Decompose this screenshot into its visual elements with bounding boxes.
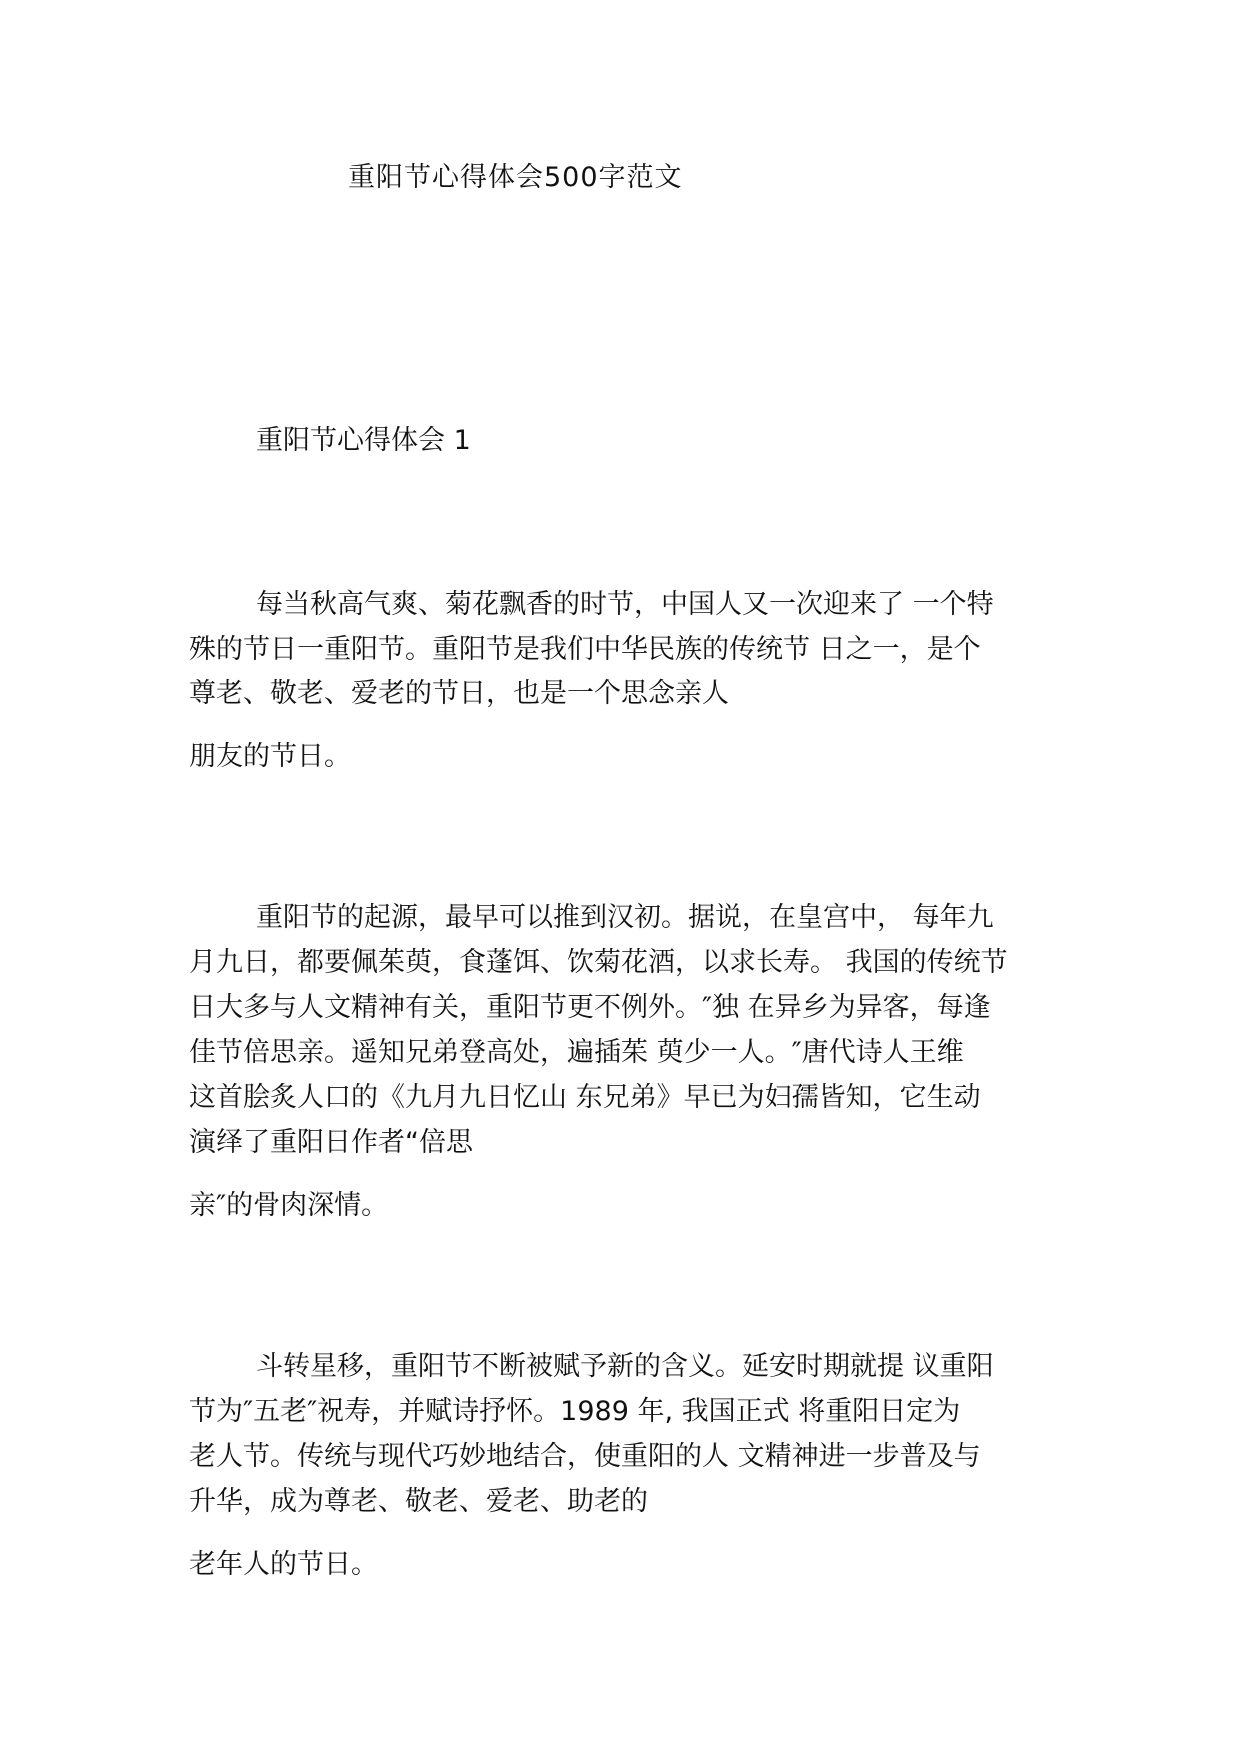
section-heading: 重阳节心得体会 1	[256, 425, 471, 456]
paragraph-1-line-4: 朋友的节日。	[189, 741, 351, 772]
paragraph-2-line-2: 月九日，都要佩茱萸，食蓬饵、饮菊花酒，以求长寿。 我国的传统节	[189, 947, 1008, 978]
paragraph-3-line-3: 老人节。传统与现代巧妙地结合，使重阳的人 文精神进一步普及与	[189, 1441, 981, 1472]
paragraph-2-line-5: 这首脍炙人口的《九月九日忆山 东兄弟》早已为妇孺皆知，它生动	[189, 1082, 981, 1113]
paragraph-2-line-1: 重阳节的起源，最早可以推到汉初。据说，在皇宫中， 每年九	[256, 902, 994, 933]
paragraph-2-line-6: 演绎了重阳日作者“倍思	[189, 1127, 473, 1158]
paragraph-1-line-3: 尊老、敬老、爱老的节日，也是一个思念亲人	[189, 678, 729, 709]
paragraph-2-line-7: 亲″的骨肉深情。	[189, 1190, 389, 1221]
paragraph-1-line-1: 每当秋高气爽、菊花飘香的时节，中国人又一次迎来了 一个特	[256, 589, 994, 620]
paragraph-3-line-5: 老年人的节日。	[189, 1549, 378, 1580]
paragraph-2-line-4: 佳节倍思亲。遥知兄弟登高处，遍插茱 萸少一人。″唐代诗人王维	[189, 1037, 964, 1068]
paragraph-3-line-4: 升华，成为尊老、敬老、爱老、助老的	[189, 1486, 648, 1517]
paragraph-3-line-1: 斗转星移，重阳节不断被赋予新的含义。延安时期就提 议重阳	[256, 1351, 994, 1382]
document-title: 重阳节心得体会500字范文	[348, 162, 683, 193]
paragraph-1-line-2: 殊的节日一重阳节。重阳节是我们中华民族的传统节 日之一，是个	[189, 634, 981, 665]
paragraph-3-line-2: 节为″五老″祝寿，并赋诗抒怀。1989 年, 我国正式 将重阳日定为	[189, 1396, 961, 1427]
paragraph-2-line-3: 日大多与人文精神有关，重阳节更不例外。″独 在异乡为异客，每逢	[189, 992, 991, 1023]
